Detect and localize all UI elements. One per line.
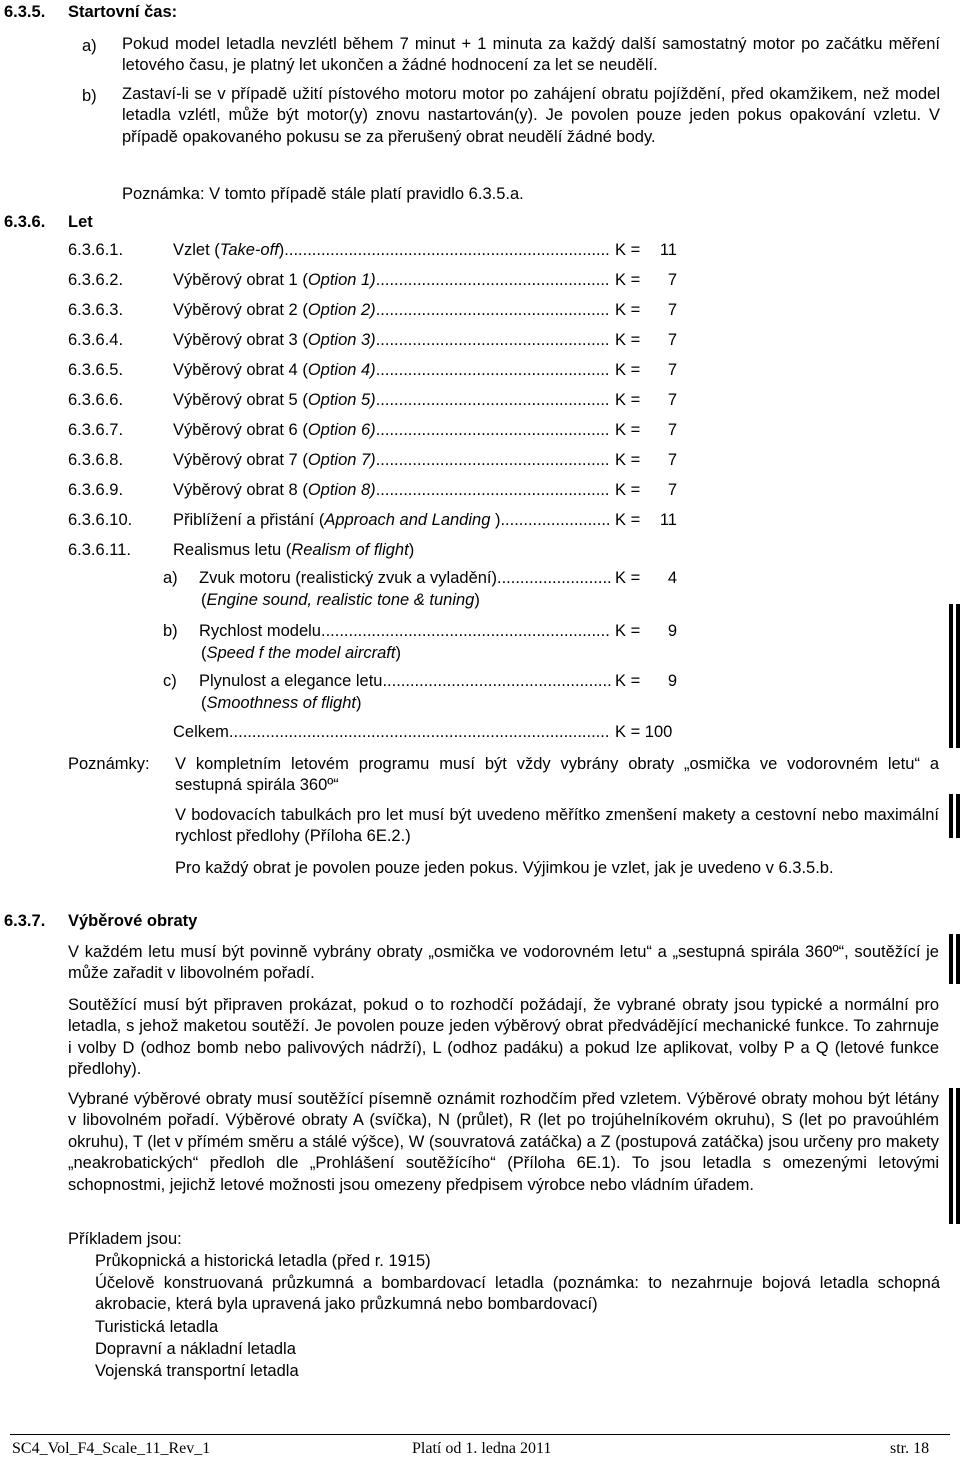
- item-number: 6.3.6.8.: [68, 451, 124, 469]
- coefficient-value: 7: [667, 301, 677, 319]
- item-number: 6.3.6.6.: [68, 391, 124, 409]
- item-label: Realismus letu (Realism of flight): [173, 541, 415, 559]
- note-paragraph: V bodovacích tabulkách pro let musí být uvedeno měřítko zmenšení makety a cestovní nebo maximální rychlost předlohy (Příloha 6E.2.): [175, 806, 939, 846]
- footer-valid-from: Platí od 1. ledna 2011: [412, 1440, 552, 1457]
- coefficient-value: 7: [667, 271, 677, 289]
- coefficient-label: K =: [615, 672, 641, 690]
- coefficient-label: K =: [615, 391, 641, 409]
- item-label: Výběrový obrat 7 (Option 7) .....: [173, 450, 611, 471]
- coefficient-label: K =: [615, 241, 641, 259]
- sub-item-mark: a): [163, 569, 178, 587]
- item-label: Výběrový obrat 8 (Option 8) .....: [173, 480, 611, 501]
- item-mark: a): [82, 37, 97, 55]
- coefficient-label: K =: [615, 421, 641, 439]
- section-number: 6.3.7.: [4, 912, 46, 930]
- item-number: 6.3.6.11.: [68, 541, 131, 559]
- note: Poznámka: V tomto případě stále platí pravidlo 6.3.5.a.: [122, 185, 524, 203]
- coefficient-value: 7: [667, 481, 677, 499]
- item-number: 6.3.6.5.: [68, 361, 124, 379]
- footer-doc-id: SC4_Vol_F4_Scale_11_Rev_1: [12, 1440, 211, 1457]
- change-bar: [949, 604, 953, 748]
- item-number: 6.3.6.7.: [68, 421, 124, 439]
- item-label: Výběrový obrat 2 (Option 2) .....: [173, 300, 611, 321]
- paragraph: Vybrané výběrové obraty musí soutěžící písemně oznámit rozhodčím před vzletem. Výběrové obraty mohou být létány v libovolném pořadí. Výběrové obraty A (svíčka), N (průlet), R (let po trojúhelníkovém okruhu), S (let po pravoúhlém okruhu), T (let v přímém směru a stálé výšce), W (souvratová zatáčka) a Z (postupová zatáčka) jsou určeny pro makety „neakrobatických“ předloh dle „Prohlášení soutěžícího“ (Příloha 6E.1). To jsou letadla s omezenými letovými schopnostmi, jejichž letové možnosti jsou omezeny předpisem výrobce nebo vládním úřadem.: [68, 1090, 939, 1194]
- coefficient-value: 4: [667, 569, 677, 587]
- change-bar: [949, 794, 953, 838]
- coefficient-value: 11: [659, 511, 677, 529]
- sub-item-label: Zvuk motoru (realistický zvuk a vyladění) .....: [199, 568, 611, 589]
- coefficient-label: K =: [615, 331, 641, 349]
- coefficient-value: 7: [667, 421, 677, 439]
- section-number: 6.3.6.: [4, 213, 46, 231]
- total-value: K = 100: [615, 723, 673, 741]
- example-item: Dopravní a nákladní letadla: [95, 1340, 296, 1358]
- change-bar: [956, 604, 960, 748]
- item-number: 6.3.6.10.: [68, 511, 133, 529]
- sub-item-label: Plynulost a elegance letu .....: [199, 671, 611, 692]
- coefficient-label: K =: [615, 361, 641, 379]
- coefficient-value: 7: [667, 451, 677, 469]
- item-label: Vzlet (Take-off) .....: [173, 240, 611, 261]
- coefficient-label: K =: [615, 271, 641, 289]
- sub-item-english: (Engine sound, realistic tone & tuning): [201, 591, 480, 609]
- footer-rule: [10, 1434, 950, 1435]
- sub-item-english: (Smoothness of flight): [201, 694, 362, 712]
- item-label: Výběrový obrat 4 (Option 4) .....: [173, 360, 611, 381]
- footer-page: str. 18: [890, 1440, 930, 1457]
- example-item: Účelově konstruovaná průzkumná a bombardovací letadla (poznámka: to nezahrnuje bojová letadla schopná akrobacie, která byla upravená jako průzkumná nebo bombardovací): [95, 1274, 940, 1314]
- coefficient-value: 11: [659, 241, 677, 259]
- coefficient-label: K =: [615, 511, 641, 529]
- example-item: Turistická letadla: [95, 1318, 219, 1336]
- change-bar: [949, 934, 953, 984]
- note-paragraph: V kompletním letovém programu musí být vždy vybrány obraty „osmička ve vodorovném letu“ a sestupná spirála 360º“: [175, 755, 939, 795]
- item-number: 6.3.6.1.: [68, 241, 124, 259]
- item-label: Výběrový obrat 6 (Option 6) .....: [173, 420, 611, 441]
- section-number: 6.3.5.: [4, 3, 46, 21]
- change-bar: [949, 1088, 953, 1224]
- section-title: Výběrové obraty: [68, 912, 198, 930]
- notes-label: Poznámky:: [68, 755, 150, 773]
- sub-item-mark: b): [163, 622, 178, 640]
- item-number: 6.3.6.3.: [68, 301, 124, 319]
- coefficient-value: 7: [667, 391, 677, 409]
- paragraph: Pokud model letadla nevzlétl během 7 minut + 1 minuta za každý další samostatný motor po začátku měření letového času, je platný let ukončen a žádné hodnocení za let se neudělí.: [122, 35, 940, 75]
- coefficient-value: 7: [667, 331, 677, 349]
- coefficient-value: 9: [667, 672, 677, 690]
- example-item: Vojenská transportní letadla: [95, 1362, 299, 1380]
- coefficient-value: 7: [667, 361, 677, 379]
- coefficient-label: K =: [615, 622, 641, 640]
- item-number: 6.3.6.9.: [68, 481, 124, 499]
- section-title: Let: [68, 213, 93, 231]
- sub-item-english: (Speed f the model aircraft): [201, 644, 401, 662]
- change-bar: [956, 1088, 960, 1224]
- item-number: 6.3.6.4.: [68, 331, 124, 349]
- paragraph: Zastaví-li se v případě užití pístového motoru motor po zahájení obratu pojíždění, před okamžikem, než model letadla vzlétl, může být motor(y) znovu nastartován(y). Je povolen pouze jeden pokus opakování vzletu. V případě opakovaného pokusu se za přerušený obrat neudělí žádné body.: [122, 85, 940, 146]
- examples-label: Příkladem jsou:: [68, 1230, 182, 1248]
- section-title: Startovní čas:: [68, 3, 178, 21]
- item-number: 6.3.6.2.: [68, 271, 124, 289]
- item-label: Výběrový obrat 3 (Option 3) .....: [173, 330, 611, 351]
- coefficient-label: K =: [615, 451, 641, 469]
- item-label: Výběrový obrat 1 (Option 1) .....: [173, 270, 611, 291]
- item-label: Výběrový obrat 5 (Option 5) .....: [173, 390, 611, 411]
- sub-item-mark: c): [163, 672, 177, 690]
- change-bar: [956, 794, 960, 838]
- coefficient-value: 9: [667, 622, 677, 640]
- example-item: Průkopnická a historická letadla (před r. 1915): [95, 1252, 431, 1270]
- change-bar: [956, 934, 960, 984]
- sub-item-label: Rychlost modelu .....: [199, 621, 611, 642]
- coefficient-label: K =: [615, 301, 641, 319]
- coefficient-label: K =: [615, 569, 641, 587]
- coefficient-label: K =: [615, 481, 641, 499]
- note-paragraph: Pro každý obrat je povolen pouze jeden pokus. Výjimkou je vzlet, jak je uvedeno v 6.3.5.b.: [175, 859, 834, 877]
- item-label: Přiblížení a přistání (Approach and Landing ) .....: [173, 510, 611, 531]
- paragraph: V každém letu musí být povinně vybrány obraty „osmička ve vodorovném letu“ a „sestupná spirála 360º“, soutěžící je může zařadit v libovolném pořadí.: [68, 943, 939, 983]
- paragraph: Soutěžící musí být připraven prokázat, pokud o to rozhodčí požádají, že vybrané obraty jsou typické a normální pro letadla, s jehož maketou soutěží. Je povolen pouze jeden výběrový obrat předvádějící mechanické funkce. To zahrnuje i volby D (odhoz bomb nebo palivových nádrží), L (odhoz padáku) a pokud lze aplikovat, volby P a Q (letové funkce předlohy).: [68, 996, 939, 1079]
- item-mark: b): [82, 87, 97, 105]
- total-row: Celkem .....: [173, 722, 611, 743]
